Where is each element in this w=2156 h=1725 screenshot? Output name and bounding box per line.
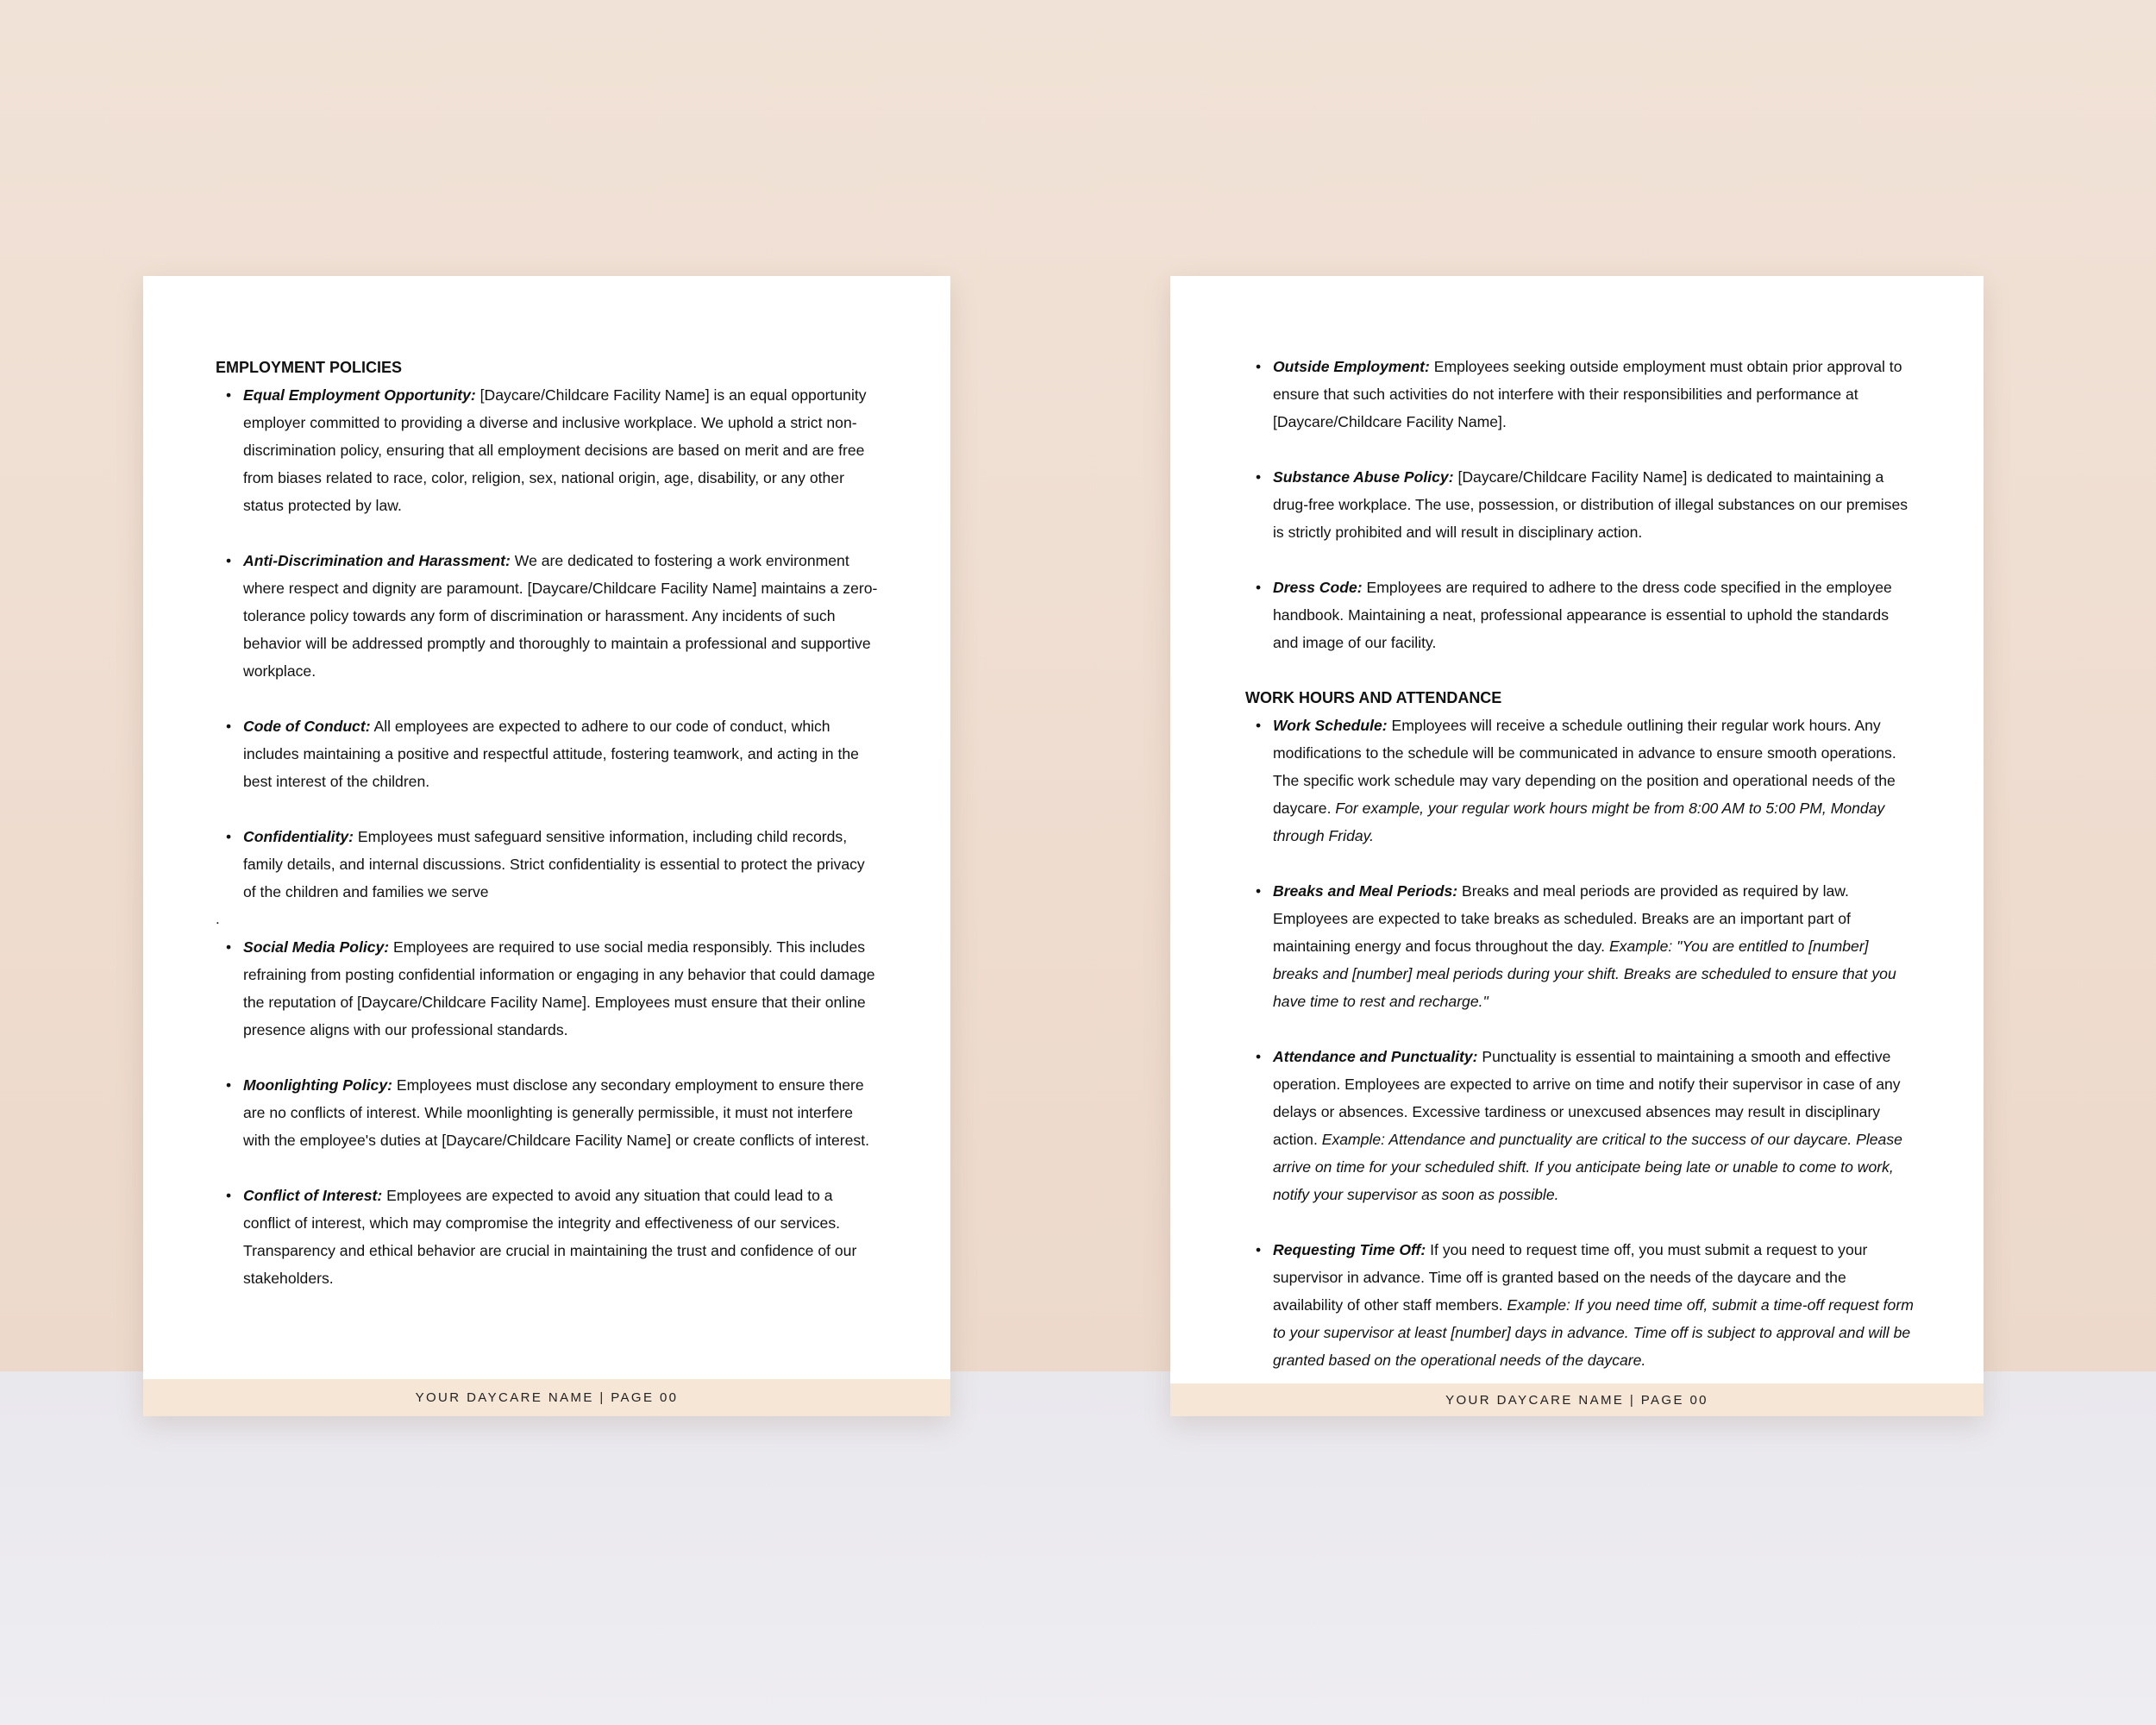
- policy-text: Employees must safeguard sensitive information, including child records, family details, and internal discussions. Strict confidentiality is essential to protect the privacy of the children and families we serve: [243, 828, 865, 900]
- policy-item: [243, 547, 880, 685]
- policy-text: We are dedicated to fostering a work environment where respect and dignity are paramount. [Daycare/Childcare Facility Name] maintains a zero-tolerance policy towards any form of discrimination or harassment. Any incidents of such behavior will be addressed promptly and thoroughly to maintain a professional and supportive workplace.: [243, 552, 878, 680]
- policy-label: Dress Code:: [1273, 579, 1363, 596]
- policy-label: Attendance and Punctuality:: [1273, 1048, 1478, 1065]
- policy-list: [1245, 353, 1915, 656]
- stray-mark: .: [216, 911, 220, 927]
- policy-text: Employees seeking outside employment must obtain prior approval to ensure that such activities do not interfere with their responsibilities and performance at [Daycare/Childcare Facility Name].: [1273, 358, 1902, 430]
- policy-example: Example: If you need time off, submit a time-off request form to your supervisor at least [number] days in advance. Time off is subject to approval and will be granted based on the operational needs of the daycare.: [1273, 1296, 1914, 1369]
- page-footer: YOUR DAYCARE NAME | PAGE 00: [1170, 1383, 1984, 1416]
- policy-item: [1273, 463, 1915, 546]
- policy-label: Substance Abuse Policy:: [1273, 468, 1454, 486]
- policy-text: [Daycare/Childcare Facility Name] is an equal opportunity employer committed to providing a diverse and inclusive workplace. We uphold a strict non-discrimination policy, ensuring that all employment decisions are based on merit and are free from biases related to race, color, religion, sex, national origin, age, disability, or any other status protected by law.: [243, 386, 867, 514]
- policy-list: [216, 933, 880, 1292]
- policy-item: [243, 1182, 880, 1292]
- policy-item: [1273, 1236, 1915, 1374]
- page-footer: YOUR DAYCARE NAME | PAGE 00: [143, 1379, 950, 1416]
- policy-item: [1273, 712, 1915, 850]
- policy-label: Social Media Policy:: [243, 938, 390, 956]
- policy-text: Employees are required to use social media responsibly. This includes refraining from posting confidential information or engaging in any behavior that could damage the reputation of [Daycare/Childcare Facility Name]. Employees must ensure that their online presence aligns with our professional standards.: [243, 938, 875, 1038]
- policy-label: Work Schedule:: [1273, 717, 1388, 734]
- policy-example: Example: Attendance and punctuality are critical to the success of our daycare. Please arrive on time for your scheduled shift. If you anticipate being late or unable to come to work, notify your supervisor as soon as possible.: [1273, 1131, 1902, 1203]
- policy-label: Code of Conduct:: [243, 718, 371, 735]
- policy-item: [243, 823, 880, 906]
- policy-label: Requesting Time Off:: [1273, 1241, 1426, 1258]
- right-page-content: [1245, 353, 1915, 1402]
- policy-text: Punctuality is essential to maintaining a smooth and effective operation. Employees are expected to arrive on time and notify their supervisor in case of any delays or absences. Excessive tardiness or unexcused absences may result in disciplinary action.: [1273, 1048, 1901, 1148]
- policy-list: [216, 381, 880, 906]
- left-document-page: [143, 276, 950, 1416]
- section-heading: WORK HOURS AND ATTENDANCE: [1245, 689, 1502, 706]
- policy-label: Confidentiality:: [243, 828, 354, 845]
- policy-text: [Daycare/Childcare Facility Name] is dedicated to maintaining a drug-free workplace. The use, possession, or distribution of illegal substances on our premises is strictly prohibited and will result in disciplinary action.: [1273, 468, 1908, 541]
- policy-item: [243, 933, 880, 1044]
- policy-label: Moonlighting Policy:: [243, 1076, 392, 1094]
- policy-text: Employees must disclose any secondary employment to ensure there are no conflicts of interest. While moonlighting is generally permissible, it must not interfere with the employee's duties at [Daycare/Childcare Facility Name] or create conflicts of interest.: [243, 1076, 869, 1149]
- policy-text: If you need to request time off, you must submit a request to your supervisor in advance. Time off is granted based on the needs of the daycare and the availability of other staff members.: [1273, 1241, 1868, 1314]
- policy-label: Outside Employment:: [1273, 358, 1430, 375]
- policy-text: All employees are expected to adhere to our code of conduct, which includes maintaining a positive and respectful attitude, fostering teamwork, and acting in the best interest of the children.: [243, 718, 859, 790]
- policy-label: Anti-Discrimination and Harassment:: [243, 552, 511, 569]
- policy-item: [243, 381, 880, 519]
- policy-item: [243, 712, 880, 795]
- policy-label: Breaks and Meal Periods:: [1273, 882, 1458, 900]
- policy-list: [1245, 712, 1915, 1374]
- policy-label: Conflict of Interest:: [243, 1187, 383, 1204]
- policy-item: [1273, 353, 1915, 436]
- policy-item: [1273, 1043, 1915, 1208]
- policy-text: Employees are required to adhere to the dress code specified in the employee handbook. Maintaining a neat, professional appearance is essential to uphold the standards and image of our facility.: [1273, 579, 1892, 651]
- policy-text: Employees will receive a schedule outlining their regular work hours. Any modifications to the schedule will be communicated in advance to ensure smooth operations. The specific work schedule may vary depending on the position and operational needs of the daycare.: [1273, 717, 1896, 817]
- policy-text: Breaks and meal periods are provided as required by law. Employees are expected to take breaks as scheduled. Breaks are an important part of maintaining energy and focus throughout the day.: [1273, 882, 1851, 955]
- right-document-page: [1170, 276, 1984, 1416]
- policy-item: [1273, 574, 1915, 656]
- section-heading: EMPLOYMENT POLICIES: [216, 359, 403, 376]
- policy-example: Example: "You are entitled to [number] breaks and [number] meal periods during your shift. Breaks are scheduled to ensure that you have time to rest and recharge.": [1273, 938, 1896, 1010]
- policy-item: [243, 1071, 880, 1154]
- policy-label: Equal Employment Opportunity:: [243, 386, 476, 404]
- policy-example: For example, your regular work hours might be from 8:00 AM to 5:00 PM, Monday through Friday.: [1273, 800, 1885, 844]
- policy-item: [1273, 877, 1915, 1015]
- left-page-content: [216, 354, 880, 1320]
- policy-text: Employees are expected to avoid any situation that could lead to a conflict of interest, which may compromise the integrity and effectiveness of our services. Transparency and ethical behavior are crucial in maintaining the trust and confidence of our stakeholders.: [243, 1187, 857, 1287]
